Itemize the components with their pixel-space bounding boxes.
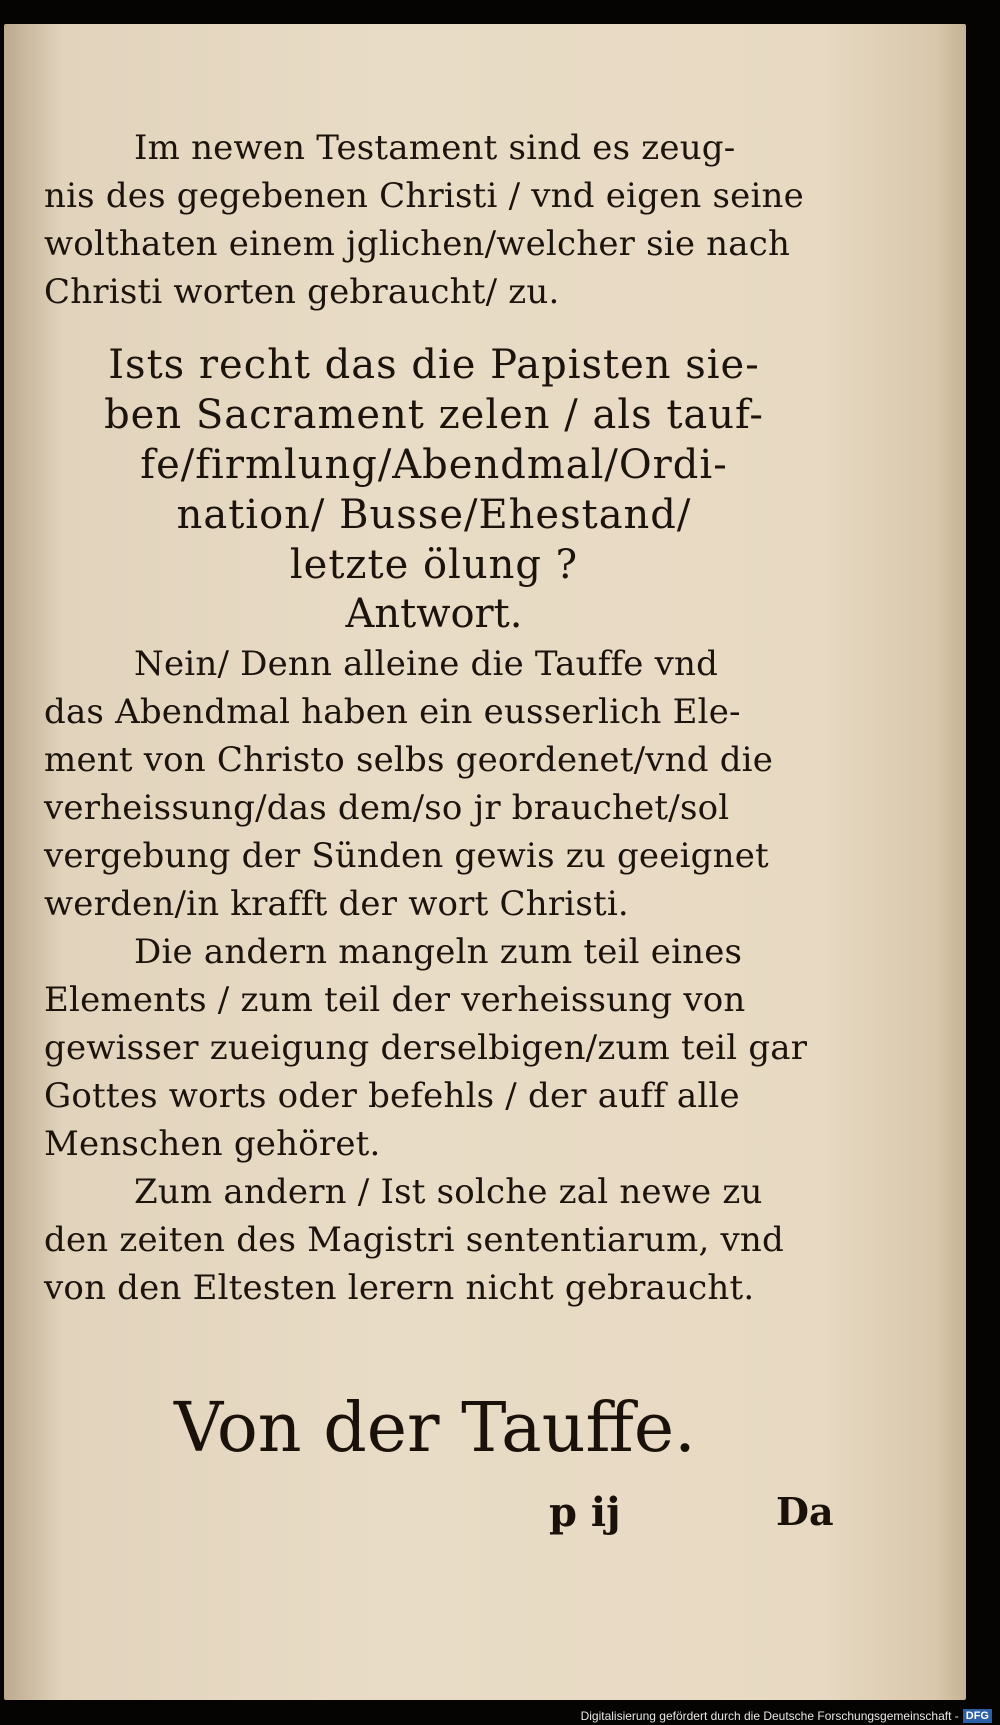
text-line: Christi worten gebraucht/ zu.	[44, 272, 560, 312]
heading-line: fe/firmlung/Abendmal/Ordi-	[140, 442, 728, 488]
paragraph-4	[44, 1168, 824, 1312]
text-line: das Abendmal haben ein eusserlich Ele-	[44, 692, 741, 732]
text-line: werden/in krafft der wort Christi.	[44, 884, 629, 924]
digitization-credit	[581, 1709, 992, 1723]
text-line: gewisser zueigung derselbigen/zum teil gar	[44, 1028, 808, 1068]
text-line: Gottes worts oder befehls / der auff alle	[44, 1076, 740, 1116]
question-heading	[44, 340, 824, 590]
section-title: Von der Tauffe.	[174, 1389, 696, 1468]
answer-label: Antwort.	[345, 591, 523, 637]
dfg-logo: DFG	[963, 1709, 992, 1723]
heading-line: Ists recht das die Papisten sie-	[108, 342, 760, 388]
text-line: wolthaten einem jglichen/welcher sie nach	[44, 224, 791, 264]
text-line: den zeiten des Magistri sententiarum, vnd	[44, 1220, 784, 1260]
heading-line: nation/ Busse/Ehestand/	[176, 492, 692, 538]
text-line: verheissung/das dem/so jr brauchet/sol	[44, 788, 730, 828]
paragraph-3	[44, 928, 824, 1168]
text-line: Menschen gehöret.	[44, 1124, 381, 1164]
text-line: ment von Christo selbs geordenet/vnd die	[44, 740, 774, 780]
text-line: von den Eltesten lerern nicht gebraucht.	[44, 1268, 755, 1308]
paragraph-1	[44, 124, 824, 316]
text-line: Zum andern / Ist solche zal newe zu	[134, 1172, 763, 1212]
text-line: Im newen Testament sind es zeug-	[134, 128, 736, 168]
paragraph-2	[44, 640, 824, 928]
catchword: Da	[776, 1489, 834, 1534]
text-line: nis des gegebenen Christi / vnd eigen seine	[44, 176, 804, 216]
signature-mark: p ij	[549, 1489, 621, 1536]
credit-text: Digitalisierung gefördert durch die Deutsche Forschungsgemeinschaft -	[580, 1709, 959, 1723]
text-line: vergebung der Sünden gewis zu geeignet	[44, 836, 769, 876]
text-line: Nein/ Denn alleine die Tauffe vnd	[134, 644, 719, 684]
text-line: Elements / zum teil der verheissung von	[44, 980, 746, 1020]
heading-line: letzte ölung ?	[289, 542, 579, 588]
text-line: Die andern mangeln zum teil eines	[134, 932, 743, 972]
page-text	[44, 124, 824, 1312]
book-page	[4, 24, 966, 1700]
heading-line: ben Sacrament zelen / als tauf-	[104, 392, 764, 438]
